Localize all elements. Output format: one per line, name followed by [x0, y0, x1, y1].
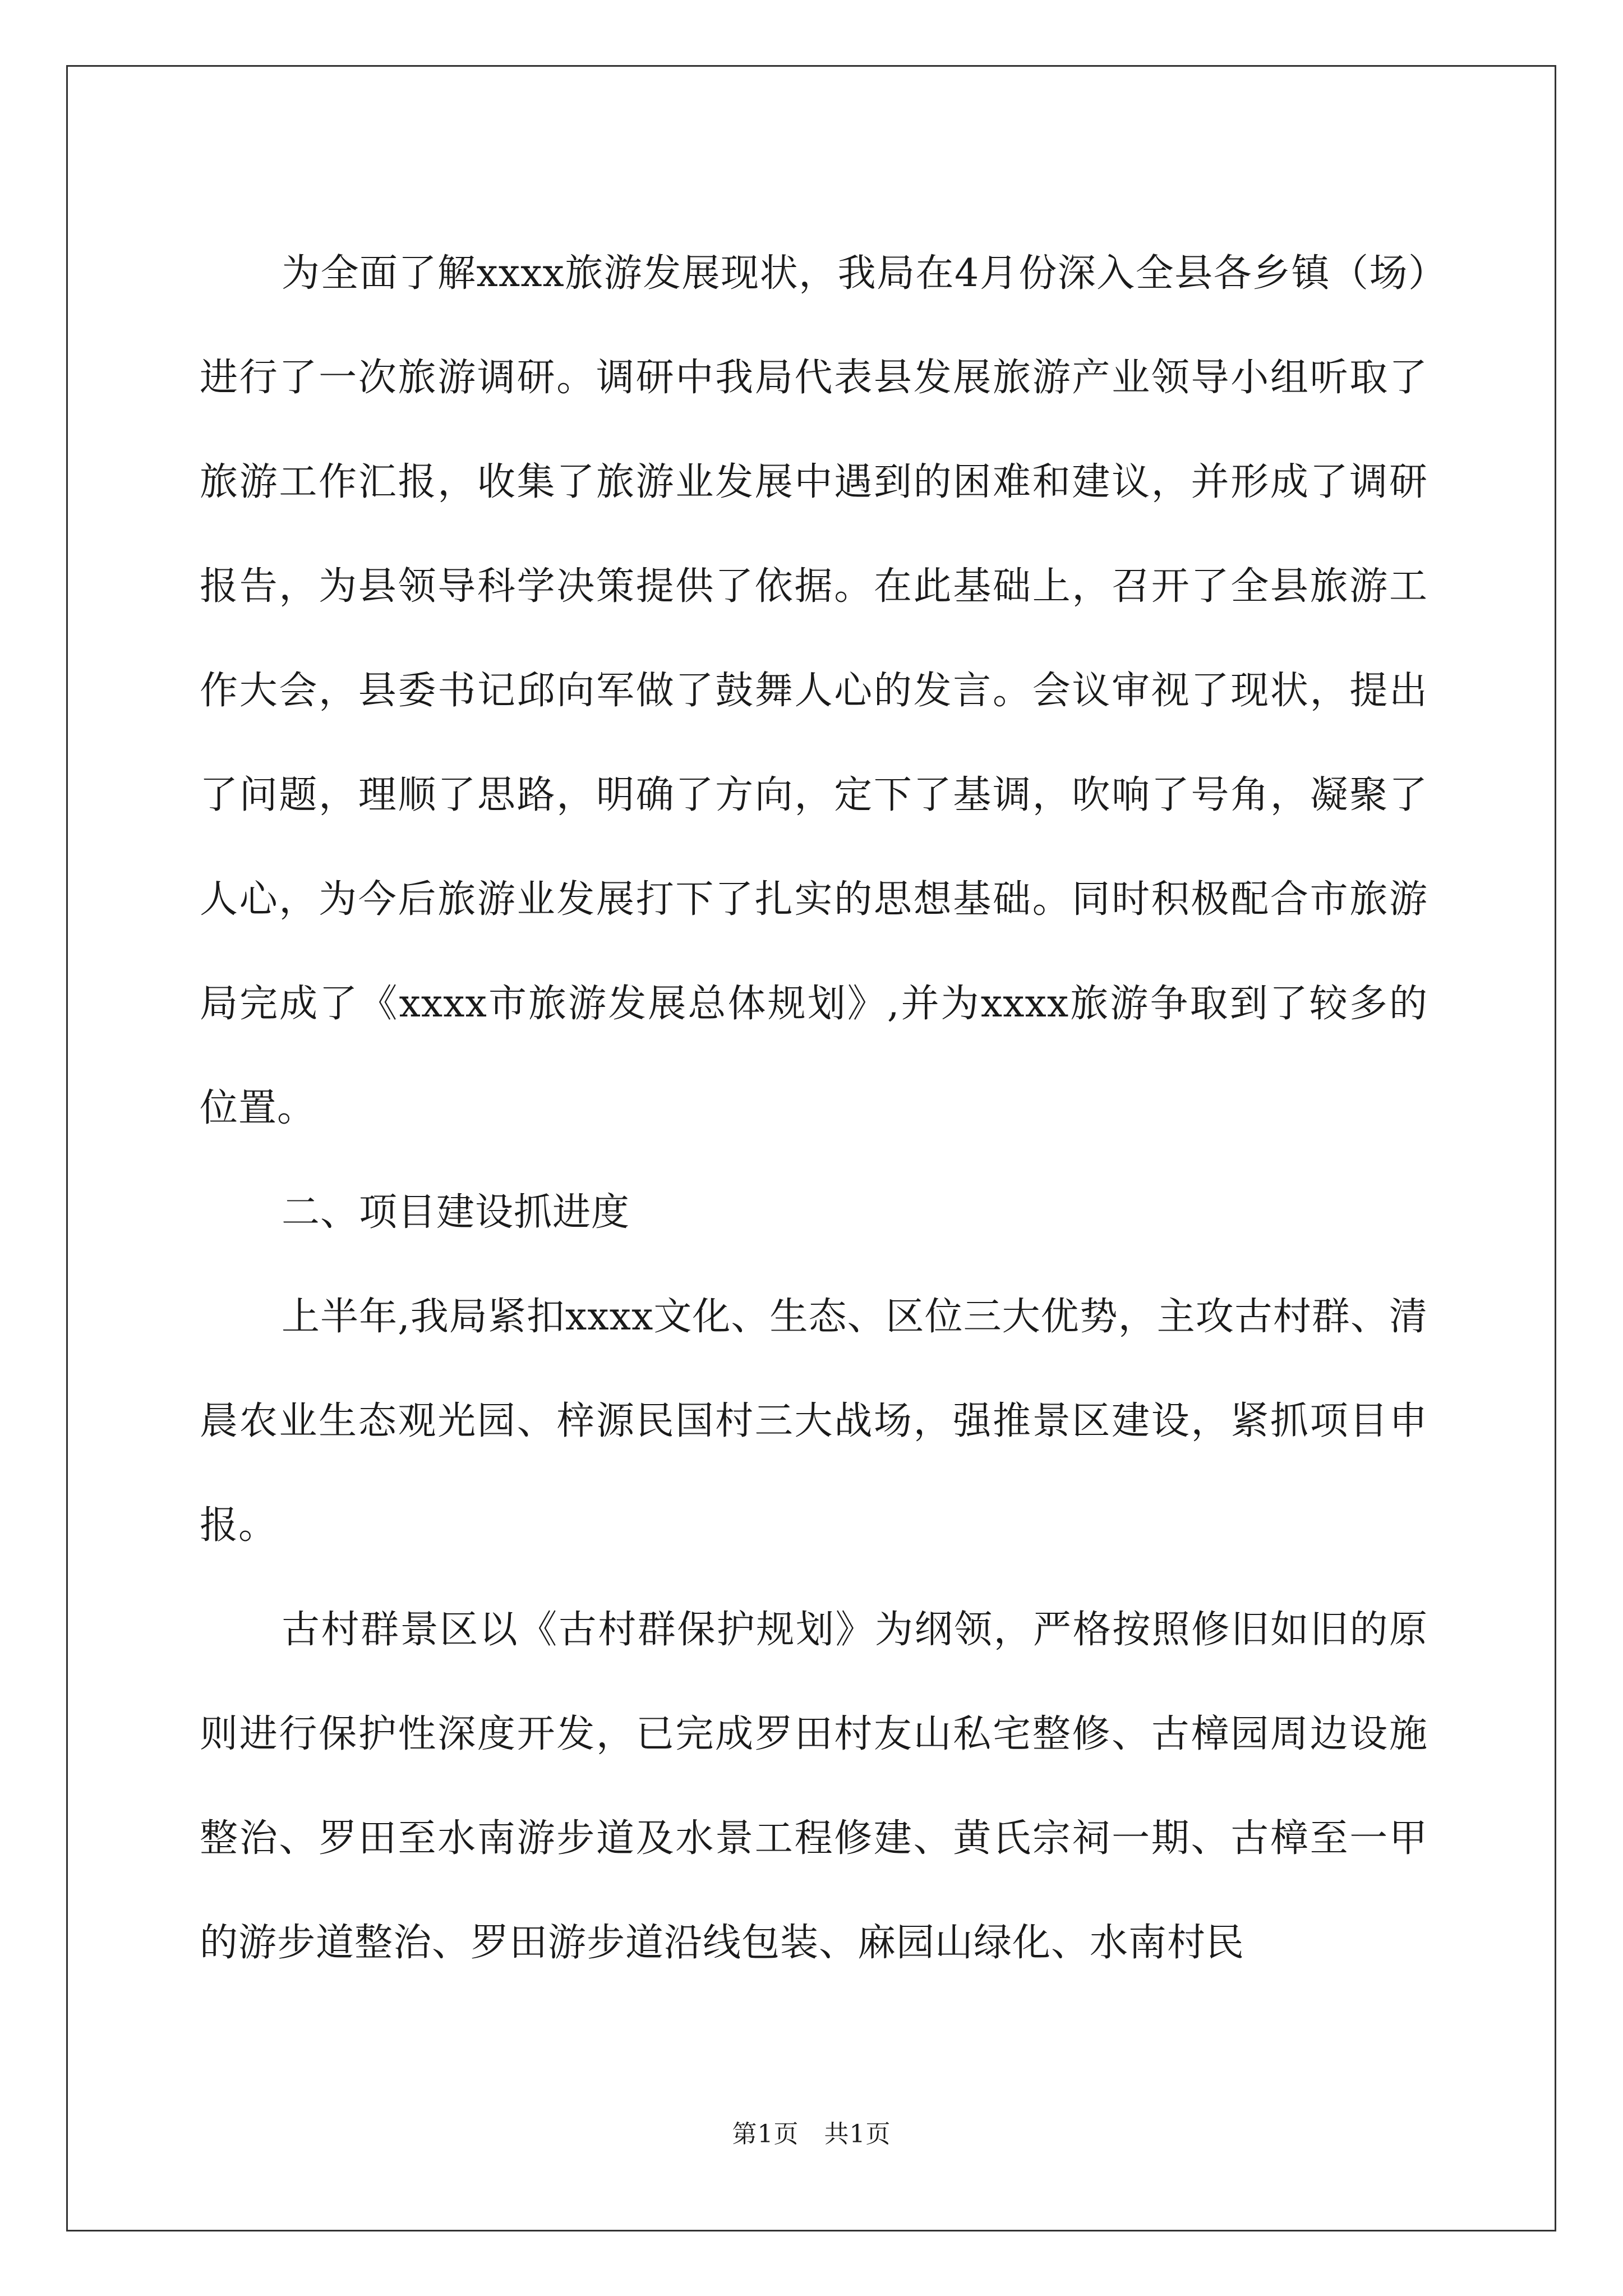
paragraph-1: 为全面了解xxxx旅游发展现状，我局在4月份深入全县各乡镇（场）进行了一次旅游调研。调研中我局代表县发展旅游产业领导小组听取了旅游工作汇报，收集了旅游业发展中遇到的困难和建议，并形成了调研报告，为县领导科学决策提供了依据。在此基础上，召开了全县旅游工作大会，县委书记邱向军做了鼓舞人心的发言。会议审视了现状，提出了问题，理顺了思路，明确了方向，定下了基调，吹响了号角，凝聚了人心，为今后旅游业发展打下了扎实的思想基础。同时积极配合市旅游局完成了《xxxx市旅游发展总体规划》,并为xxxx旅游争取到了较多的位置。 — [200, 251, 1428, 1130]
page-number: 第1页 — [732, 2120, 799, 2148]
document-body — [200, 222, 1428, 1995]
paragraph-2: 上半年,我局紧扣xxxx文化、生态、区位三大优势，主攻古村群、清晨农业生态观光园、梓源民国村三大战场，强推景区建设，紧抓项目申报。 — [200, 1295, 1428, 1548]
page-total: 共1页 — [824, 2120, 891, 2148]
section-heading: 二、项目建设抓进度 — [282, 1190, 630, 1235]
page-footer — [0, 2118, 1623, 2151]
paragraph-3: 古村群景区以《古村群保护规划》为纲领，严格按照修旧如旧的原则进行保护性深度开发，已完成罗田村友山私宅整修、古樟园周边设施整治、罗田至水南游步道及水景工程修建、黄氏宗祠一期、古樟至一甲的游步道整治、罗田游步道沿线包装、麻园山绿化、水南村民 — [200, 1608, 1428, 1965]
